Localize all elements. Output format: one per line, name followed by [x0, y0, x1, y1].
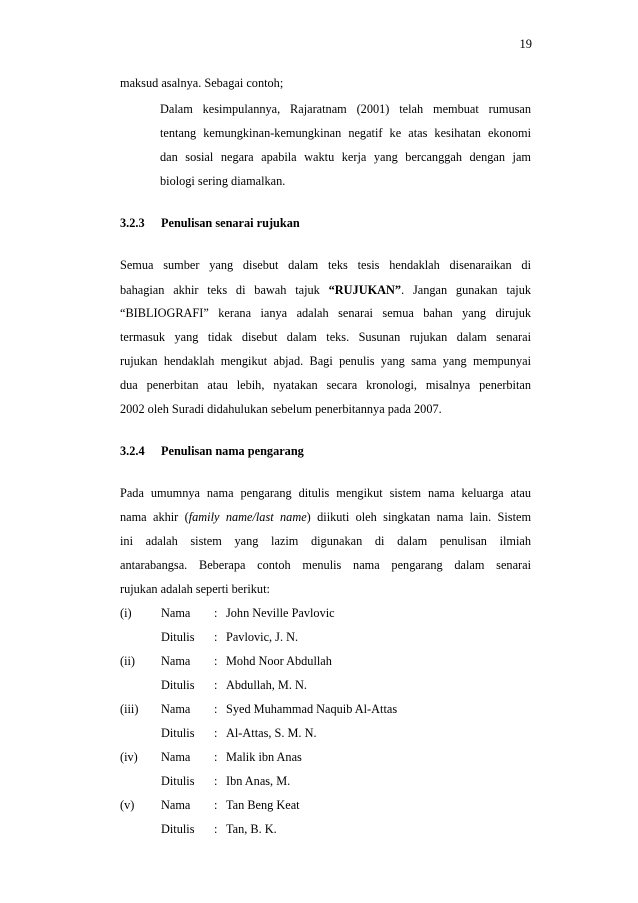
example-index: (iii)	[120, 702, 139, 716]
quote-line: tentang kemungkinan-kemungkinan negatif ke atas kesihatan ekonomi	[160, 126, 531, 140]
nama-value: Malik ibn Anas	[226, 750, 302, 764]
paragraph-line: Pada umumnya nama pengarang ditulis mengikut sistem nama keluarga atau	[120, 486, 531, 500]
text-run: ) diikuti oleh singkatan nama lain. Sistem	[306, 510, 532, 524]
paragraph-line: rujukan hendaklah mengikut abjad. Bagi penulis yang sama yang mempunyai	[120, 354, 531, 368]
italic-run: family name/last name	[188, 510, 307, 524]
paragraph-line	[120, 283, 531, 298]
colon-separator: :	[214, 654, 218, 668]
paragraph-line: ini adalah sistem yang lazim digunakan di dalam penulisan ilmiah	[120, 534, 531, 548]
nama-value: Tan Beng Keat	[226, 798, 300, 812]
paragraph-line: rujukan adalah seperti berikut:	[120, 582, 270, 596]
ditulis-value: Tan, B. K.	[226, 822, 277, 836]
example-index: (ii)	[120, 654, 136, 668]
nama-label: Nama	[161, 750, 191, 764]
quote-line: dan sosial negara apabila waktu kerja yang bercanggah dengan jam	[160, 150, 531, 164]
paragraph-line: dua penerbitan atau lebih, nyatakan secara kronologi, misalnya penerbitan	[120, 378, 531, 392]
colon-separator: :	[214, 678, 218, 692]
section-title: Penulisan nama pengarang	[161, 444, 304, 458]
ditulis-value: Ibn Anas, M.	[226, 774, 291, 788]
nama-label: Nama	[161, 654, 191, 668]
section-heading-323	[120, 216, 300, 231]
section-heading-324	[120, 444, 304, 459]
colon-separator: :	[214, 750, 218, 764]
nama-value: Syed Muhammad Naquib Al-Attas	[226, 702, 398, 716]
colon-separator: :	[214, 606, 218, 620]
section-number: 3.2.3	[120, 216, 145, 230]
example-index: (iv)	[120, 750, 138, 764]
colon-separator: :	[214, 774, 218, 788]
paragraph-line: termasuk yang tidak disebut dalam teks. Susunan rujukan dalam senarai	[120, 330, 531, 344]
paragraph-line: 2002 oleh Suradi didahulukan sebelum penerbitannya pada 2007.	[120, 402, 442, 416]
quote-line: Dalam kesimpulannya, Rajaratnam (2001) telah membuat rumusan	[160, 102, 531, 116]
ditulis-label: Ditulis	[161, 678, 195, 692]
nama-label: Nama	[161, 702, 191, 716]
nama-value: John Neville Pavlovic	[226, 606, 335, 620]
ditulis-value: Abdullah, M. N.	[226, 678, 307, 692]
nama-label: Nama	[161, 606, 191, 620]
text-run: . Jangan gunakan tajuk	[401, 283, 531, 297]
bold-run: “RUJUKAN”	[328, 283, 402, 297]
ditulis-label: Ditulis	[161, 774, 195, 788]
colon-separator: :	[214, 822, 218, 836]
nama-value: Mohd Noor Abdullah	[226, 654, 332, 668]
paragraph-line: “BIBLIOGRAFI” kerana ianya adalah senarai semua bahan yang dirujuk	[120, 306, 531, 320]
paragraph-line: Semua sumber yang disebut dalam teks tesis hendaklah disenaraikan di	[120, 258, 531, 272]
ditulis-value: Al-Attas, S. M. N.	[226, 726, 317, 740]
ditulis-label: Ditulis	[161, 822, 195, 836]
text-run: nama akhir (	[120, 510, 189, 524]
ditulis-label: Ditulis	[161, 726, 195, 740]
section-number: 3.2.4	[120, 444, 145, 458]
ditulis-value: Pavlovic, J. N.	[226, 630, 299, 644]
intro-line: maksud asalnya. Sebagai contoh;	[120, 76, 284, 90]
colon-separator: :	[214, 630, 218, 644]
example-index: (i)	[120, 606, 132, 620]
page-number: 19	[519, 37, 532, 51]
text-run: bahagian akhir teks di bawah tajuk	[120, 283, 329, 297]
ditulis-label: Ditulis	[161, 630, 195, 644]
nama-label: Nama	[161, 798, 191, 812]
colon-separator: :	[214, 702, 218, 716]
paragraph-line: antarabangsa. Beberapa contoh menulis nama pengarang dalam senarai	[120, 558, 531, 572]
quote-line: biologi sering diamalkan.	[160, 174, 286, 188]
example-index: (v)	[120, 798, 135, 812]
colon-separator: :	[214, 726, 218, 740]
paragraph-line	[120, 510, 531, 525]
colon-separator: :	[214, 798, 218, 812]
section-title: Penulisan senarai rujukan	[161, 216, 300, 230]
